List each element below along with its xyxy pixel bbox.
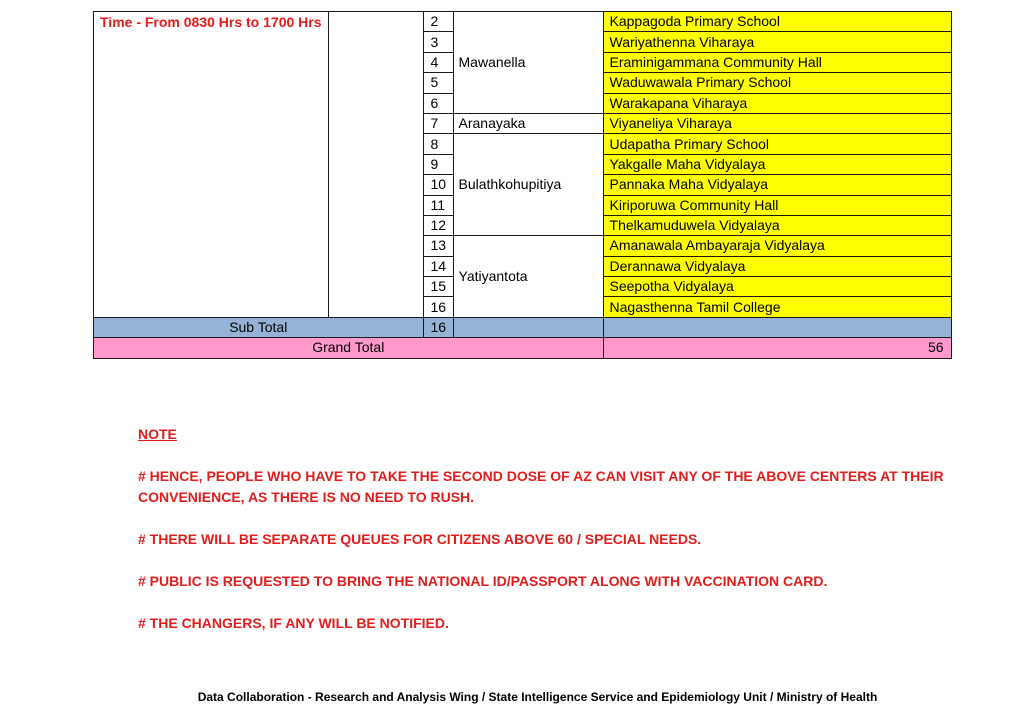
row-number: 3: [423, 32, 453, 52]
subtotal-empty: [453, 317, 603, 337]
notes-title: NOTE: [138, 426, 177, 442]
row-number: 9: [423, 154, 453, 174]
time-label: Time - From 0830 Hrs to 1700 Hrs: [94, 12, 329, 318]
center-name: Warakapana Viharaya: [603, 93, 951, 113]
row-number: 16: [423, 297, 453, 317]
center-name: Waduwawala Primary School: [603, 73, 951, 93]
row-number: 13: [423, 236, 453, 256]
division-bulathkohupitiya: Bulathkohupitiya: [453, 134, 603, 236]
footer-credit: Data Collaboration - Research and Analysis Wing / State Intelligence Service and Epidemiology Unit / Ministry of Health: [197, 690, 878, 704]
center-name: Seepotha Vidyalaya: [603, 277, 951, 297]
row-number: 12: [423, 215, 453, 235]
row-number: 6: [423, 93, 453, 113]
row-number: 8: [423, 134, 453, 154]
row-number: 10: [423, 175, 453, 195]
row-number: 7: [423, 113, 453, 133]
row-number: 4: [423, 52, 453, 72]
subtotal-empty: [603, 317, 951, 337]
subtotal-label: Sub Total: [94, 317, 424, 337]
grandtotal-value: 56: [603, 338, 951, 358]
division-yatiyantota: Yatiyantota: [453, 236, 603, 318]
grandtotal-label: Grand Total: [94, 338, 604, 358]
row-number: 11: [423, 195, 453, 215]
division-aranayaka: Aranayaka: [453, 113, 603, 133]
table-row: [94, 12, 952, 32]
subtotal-value: 16: [423, 317, 453, 337]
grandtotal-row: [94, 338, 952, 358]
notes-section: [138, 424, 978, 655]
note-line: # THERE WILL BE SEPARATE QUEUES FOR CITIZENS ABOVE 60 / SPECIAL NEEDS.: [138, 531, 702, 547]
center-name: Eraminigammana Community Hall: [603, 52, 951, 72]
center-name: Pannaka Maha Vidyalaya: [603, 175, 951, 195]
center-name: Nagasthenna Tamil College: [603, 297, 951, 317]
center-name: Amanawala Ambayaraja Vidyalaya: [603, 236, 951, 256]
center-name: Thelkamuduwela Vidyalaya: [603, 215, 951, 235]
center-name: Kiriporuwa Community Hall: [603, 195, 951, 215]
row-number: 2: [423, 12, 453, 32]
note-line: # PUBLIC IS REQUESTED TO BRING THE NATIONAL ID/PASSPORT ALONG WITH VACCINATION CARD.: [138, 573, 828, 589]
row-number: 14: [423, 256, 453, 276]
note-line: # HENCE, PEOPLE WHO HAVE TO TAKE THE SECOND DOSE OF AZ CAN VISIT ANY OF THE ABOVE CENTERS AT THEIR CONVENIENCE, AS THERE IS NO NEED TO RUSH.: [138, 468, 944, 505]
division-mawanella: Mawanella: [453, 12, 603, 114]
center-name: Kappagoda Primary School: [603, 12, 951, 32]
center-name: Udapatha Primary School: [603, 134, 951, 154]
center-name: Viyaneliya Viharaya: [603, 113, 951, 133]
empty-cell: [328, 12, 423, 318]
row-number: 15: [423, 277, 453, 297]
center-name: Yakgalle Maha Vidyalaya: [603, 154, 951, 174]
center-name: Wariyathenna Viharaya: [603, 32, 951, 52]
note-line: # THE CHANGERS, IF ANY WILL BE NOTIFIED.: [138, 615, 449, 631]
row-number: 5: [423, 73, 453, 93]
subtotal-row: [94, 317, 952, 337]
center-name: Derannawa Vidyalaya: [603, 256, 951, 276]
vaccination-centers-table: [93, 11, 952, 359]
